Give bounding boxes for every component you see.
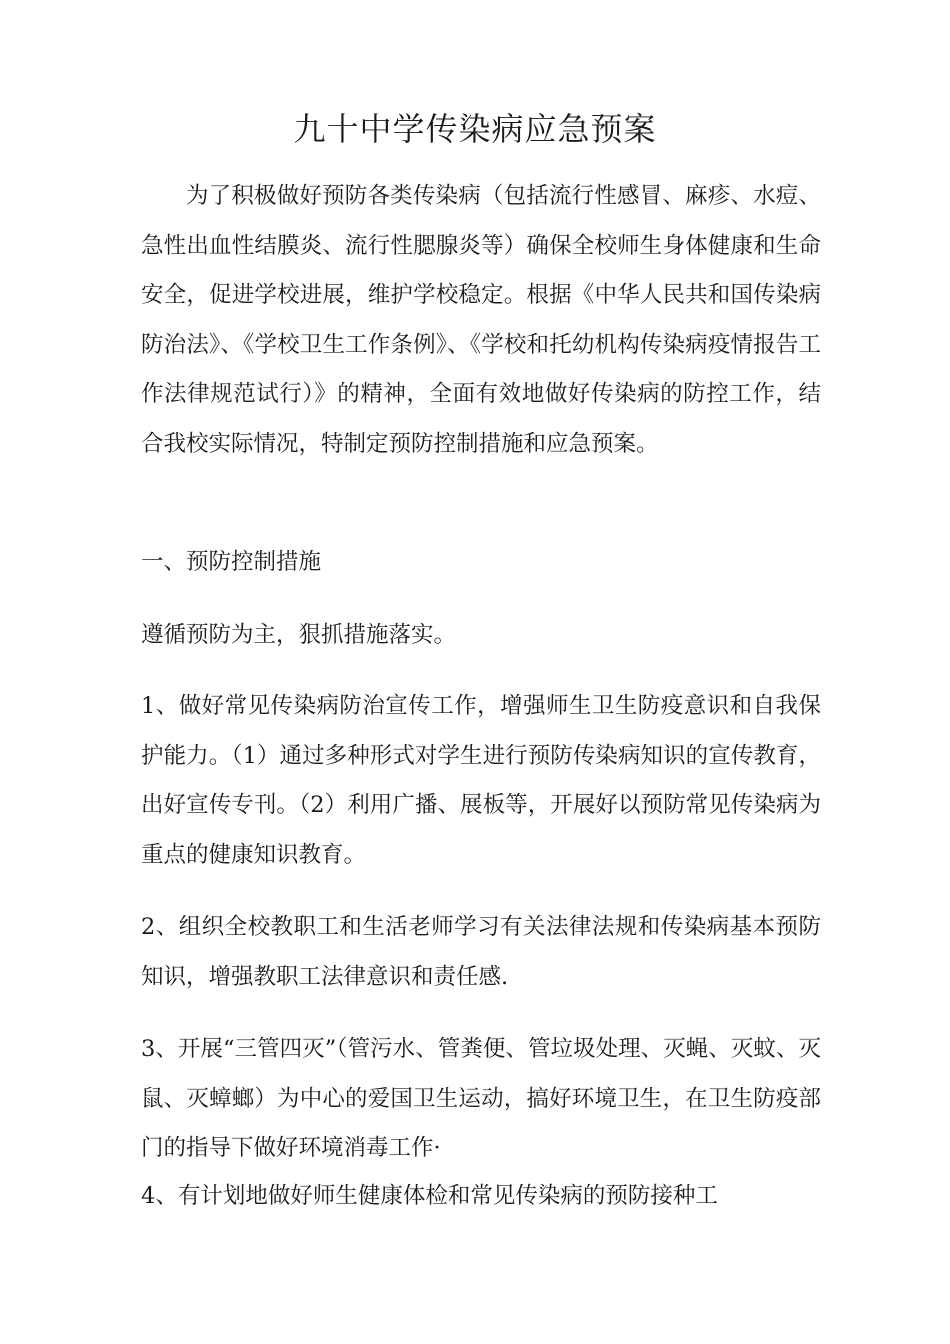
principle-paragraph: 遵循预防为主，狠抓措施落实。 xyxy=(141,622,457,648)
document-title: 九十中学传染病应急预案 xyxy=(293,110,657,148)
intro-paragraph: 为了积极做好预防各类传染病（包括流行性感冒、麻疹、水痘、急性出血性结膜炎、流行性腮腺炎等）确保全校师生身体健康和生命安全，促进学校进展，维护学校稳定。根据《中华人民共和国传染病防治法》、《学校卫生工作条例》、《学校和托幼机构传染病疫情报告工作法律规范试行）》的精神，全面有效地做好传染病的防控工作，结合我校实际情况，特制定预防控制措施和应急预案。 xyxy=(141,183,821,457)
list-item: 2、组织全校教职工和生活老师学习有关法律法规和传染病基本预防知识，增强教职工法律意识和责任感. xyxy=(141,914,821,990)
list-item: 3、开展“三管四灭”（管污水、管粪便、管垃圾处理、灭蝇、灭蚊、灭鼠、灭蟑螂）为中心的爱国卫生运动，搞好环境卫生，在卫生防疫部门的指导下做好环境消毒工作· xyxy=(141,1036,821,1161)
list-item: 1、做好常见传染病防治宣传工作，增强师生卫生防疫意识和自我保护能力。（1）通过多种形式对学生进行预防传染病知识的宣传教育，出好宣传专刊。（2）利用广播、展板等，开展好以预防常见传染病为重点的健康知识教育。 xyxy=(141,693,821,868)
section-heading: 一、预防控制措施 xyxy=(141,549,322,575)
list-item: 4、有计划地做好师生健康体检和常见传染病的预防接种工 xyxy=(141,1183,718,1209)
